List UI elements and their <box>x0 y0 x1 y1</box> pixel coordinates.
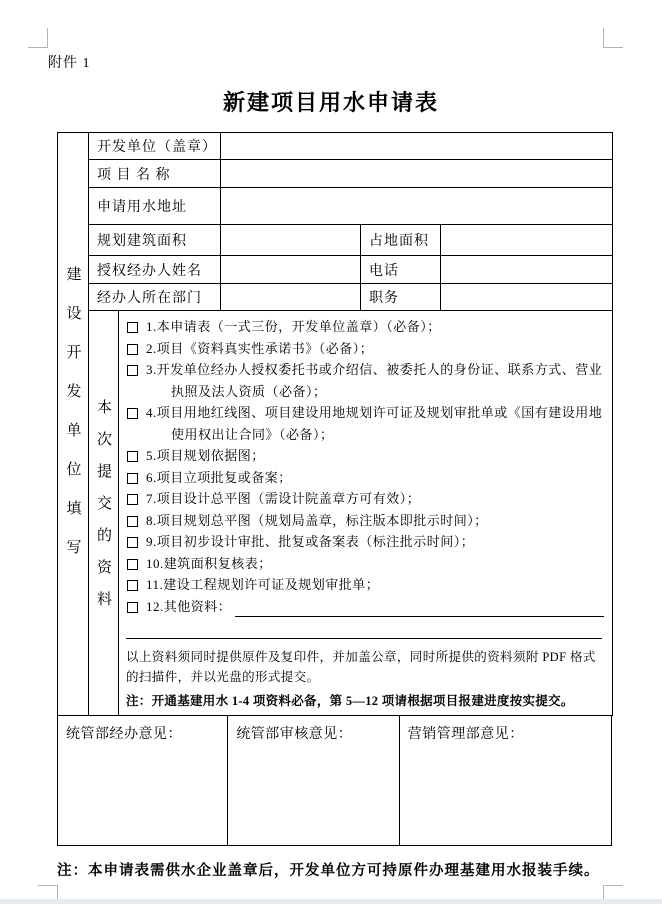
checkbox-icon[interactable] <box>127 408 138 419</box>
material-item <box>126 510 604 532</box>
materials-note: 以上资料须同时提供原件及复印件，并加盖公章，同时所提供的资料须附 PDF 格式的扫描件，并以光盘的形式提交。 <box>126 650 596 684</box>
checkbox-icon[interactable] <box>127 602 138 613</box>
land-area-label: 占地面积 <box>361 225 441 256</box>
water-address-field[interactable] <box>221 188 613 225</box>
checkbox-icon[interactable] <box>127 451 138 462</box>
materials-bold-note: 注：开通基建用水 1-4 项资料必备，第 5—12 项请根据项目报建进度按实提交。 <box>126 694 574 708</box>
material-item <box>126 402 604 445</box>
checkbox-icon[interactable] <box>127 365 138 376</box>
material-item-label: 1.本申请表（一式三份，开发单位盖章）（必备）； <box>146 319 441 334</box>
land-area-field[interactable] <box>441 225 613 256</box>
position-label: 职务 <box>361 284 441 311</box>
vertical-header-label: 建设开发单位填写 <box>64 265 81 578</box>
opinion-cell-handling[interactable] <box>58 716 228 845</box>
section-header-materials <box>89 311 119 716</box>
attachment-label: 附件 1 <box>48 56 91 71</box>
material-item-label: 9.项目初步设计审批、批复或备案表（标注批示时间）； <box>146 534 475 549</box>
crop-mark-top-left-icon <box>28 28 48 48</box>
material-item <box>126 488 604 510</box>
material-item-label: 3.开发单位经办人授权委托书或介绍信、被委托人的身份证、联系方式、营业执照及法人资质（必备）； <box>146 362 603 399</box>
material-item <box>126 359 604 402</box>
blank-underline-continuation[interactable] <box>126 619 602 639</box>
material-item-label: 4.项目用地红线图、项目建设用地规划许可证及规划审批单或《国有建设用地使用权出让合同》（必备）； <box>146 405 603 442</box>
water-address-label: 申请用水地址 <box>89 188 221 225</box>
page-edge-strip <box>0 899 662 904</box>
material-item-label: 7.项目设计总平图（需设计院盖章方可有效）； <box>146 491 421 506</box>
opinions-row <box>57 716 612 846</box>
material-item-label: 12.其他资料： <box>146 598 232 614</box>
department-field[interactable] <box>221 284 361 311</box>
opinion-review-label: 统管部审核意见： <box>236 727 353 742</box>
checkbox-icon[interactable] <box>127 494 138 505</box>
crop-mark-top-right-icon <box>603 28 623 48</box>
blank-underline[interactable] <box>235 600 604 617</box>
opinion-cell-review[interactable] <box>228 716 399 845</box>
materials-header-label: 本次提交的资料 <box>95 398 111 623</box>
application-form <box>57 132 612 846</box>
agent-name-label: 授权经办人姓名 <box>89 256 221 284</box>
project-name-label: 项 目 名 称 <box>89 160 221 188</box>
footer-note: 注：本申请表需供水企业盖章后，开发单位方可持原件办理基建用水报装手续。 <box>57 863 600 879</box>
material-item <box>126 574 604 596</box>
phone-label: 电话 <box>361 256 441 284</box>
material-item-label: 11.建设工程规划许可证及规划审批单； <box>146 577 380 592</box>
material-item <box>126 316 604 338</box>
material-item <box>126 445 604 467</box>
material-item-label: 10.建筑面积复核表； <box>146 555 272 571</box>
planned-area-label: 规划建筑面积 <box>89 225 221 256</box>
phone-field[interactable] <box>441 256 613 284</box>
checkbox-icon[interactable] <box>127 344 138 355</box>
opinion-marketing-label: 营销管理部意见： <box>407 727 524 742</box>
opinion-handling-label: 统管部经办意见： <box>66 727 182 742</box>
checkbox-icon[interactable] <box>127 580 138 591</box>
position-field[interactable] <box>441 284 613 311</box>
developer-unit-label: 开发单位（盖章） <box>89 133 221 160</box>
planned-area-field[interactable] <box>221 225 361 256</box>
checkbox-icon[interactable] <box>127 516 138 527</box>
agent-name-field[interactable] <box>221 256 361 284</box>
materials-list <box>126 316 604 617</box>
material-item-label: 5.项目规划依据图； <box>146 448 265 463</box>
material-item-label: 2.项目《资料真实性承诺书》（必备）； <box>146 340 374 356</box>
material-item <box>126 338 604 360</box>
checkbox-icon[interactable] <box>127 473 138 484</box>
material-item-label: 8.项目规划总平图（规划局盖章，标注版本即批示时间）； <box>146 512 488 528</box>
department-label: 经办人所在部门 <box>89 284 221 311</box>
opinion-cell-marketing[interactable] <box>400 716 611 845</box>
material-item <box>126 553 604 575</box>
material-item-label: 6.项目立项批复或备案； <box>146 469 292 485</box>
developer-unit-field[interactable] <box>221 133 613 160</box>
project-name-field[interactable] <box>221 160 613 188</box>
page-title: 新建项目用水申请表 <box>222 90 439 115</box>
material-item <box>126 467 604 489</box>
checkbox-icon[interactable] <box>127 537 138 548</box>
checkbox-icon[interactable] <box>127 559 138 570</box>
material-item <box>126 531 604 553</box>
section-header-developer-fill <box>58 133 89 716</box>
checkbox-icon[interactable] <box>127 322 138 333</box>
materials-cell <box>119 311 613 716</box>
material-item <box>126 596 604 618</box>
